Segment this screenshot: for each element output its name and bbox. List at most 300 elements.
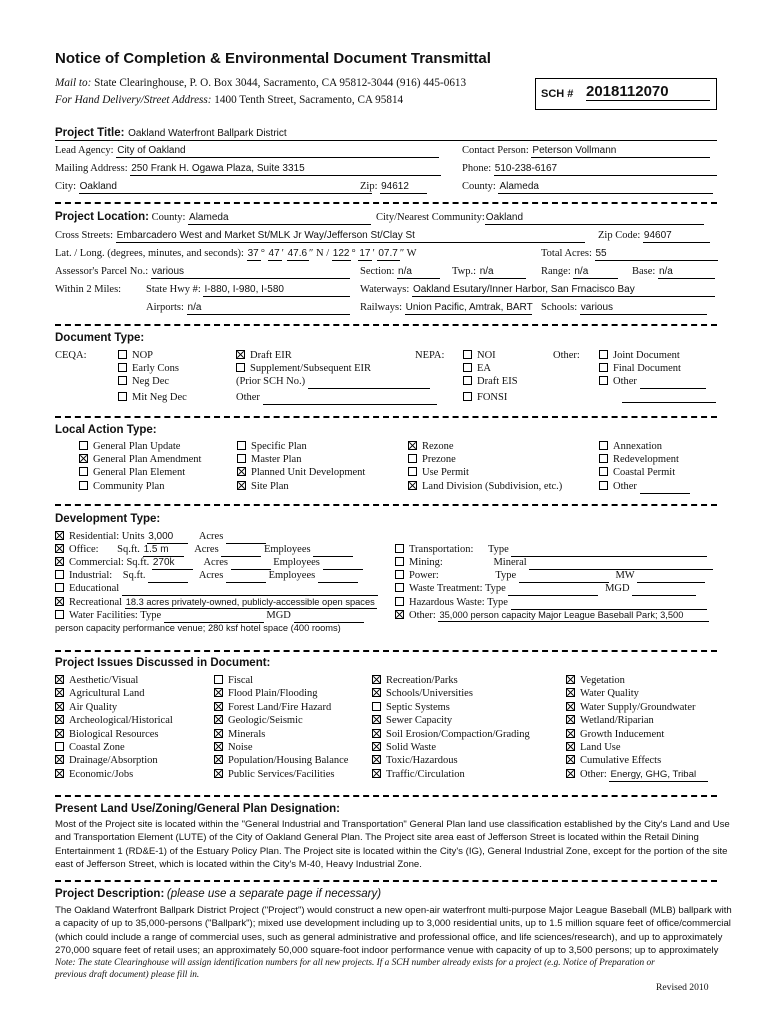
- waterways-value[interactable]: Oakland Esutary/Inner Harbor, San Frnacisco Bay: [412, 284, 715, 297]
- commercial-sqft-value[interactable]: 270k: [152, 557, 193, 570]
- checkbox[interactable]: [395, 544, 404, 553]
- dev-mining[interactable]: [395, 556, 713, 570]
- issue-label: Flood Plain/Flooding: [228, 688, 318, 700]
- base-value[interactable]: n/a: [658, 266, 715, 279]
- checkbox[interactable]: [214, 742, 223, 751]
- issue-item[interactable]: [372, 674, 458, 688]
- cb-draft-eis[interactable]: [463, 375, 518, 389]
- checkbox[interactable]: [237, 441, 246, 450]
- contact-value[interactable]: Peterson Vollmann: [531, 145, 710, 158]
- checkbox[interactable]: [372, 702, 381, 711]
- recreational-label: Recreational: [69, 597, 123, 608]
- issue-label: Archeological/Historical: [69, 715, 173, 727]
- mining-mineral-field[interactable]: [529, 558, 713, 570]
- issue-label: Air Quality: [69, 701, 118, 713]
- checkbox[interactable]: [408, 481, 417, 490]
- project-title-value[interactable]: Oakland Waterfront Ballpark District: [128, 128, 287, 139]
- checkbox[interactable]: [55, 531, 64, 540]
- cross-streets-value[interactable]: Embarcadero West and Market St/MLK Jr Way/Jefferson St/Clay St: [116, 230, 585, 243]
- local-action-item[interactable]: [79, 466, 185, 480]
- hand-delivery-line: [55, 94, 403, 106]
- issue-item[interactable]: [55, 687, 145, 701]
- power-mw-field[interactable]: [637, 571, 705, 583]
- educational-field[interactable]: [122, 584, 378, 596]
- checkbox[interactable]: [566, 742, 575, 751]
- airports-label: Airports:: [146, 302, 184, 313]
- checkbox[interactable]: [55, 769, 64, 778]
- schools-label: Schools:: [541, 302, 578, 313]
- local-action-label: Prezone: [422, 454, 456, 465]
- apn-value[interactable]: various: [151, 266, 350, 279]
- land-use-line: east of Jefferson Street, which is located within the City's M-40, Heavy Industrial Zone.: [55, 859, 422, 871]
- lat-min[interactable]: 47: [268, 248, 280, 259]
- county-label: County:: [462, 181, 496, 192]
- project-title-row: [55, 127, 289, 140]
- checkbox[interactable]: [566, 675, 575, 684]
- lead-agency-row: [55, 144, 439, 158]
- recreational-value[interactable]: 18.3 acres privately-owned, publicly-accessible open spaces: [125, 597, 375, 607]
- checkbox[interactable]: [408, 441, 417, 450]
- issue-item[interactable]: [55, 714, 173, 728]
- checkbox[interactable]: [55, 688, 64, 697]
- issue-item[interactable]: [566, 754, 661, 768]
- hazardous-label: Hazardous Waste:: [409, 597, 485, 608]
- cb-final-document[interactable]: [599, 362, 681, 376]
- cb-early-cons[interactable]: [118, 362, 179, 376]
- issue-item[interactable]: [372, 687, 473, 701]
- dev-other[interactable]: [395, 609, 709, 623]
- checkbox[interactable]: [214, 675, 223, 684]
- cb-doc-other[interactable]: [599, 375, 706, 389]
- nop-label: NOP: [132, 350, 154, 361]
- issue-item[interactable]: [214, 768, 334, 782]
- industrial-acres-label: Acres: [198, 570, 224, 581]
- issue-item[interactable]: [566, 768, 708, 782]
- checkbox[interactable]: [214, 702, 223, 711]
- ceqa-other-field[interactable]: [263, 393, 437, 405]
- phone-row: [462, 162, 717, 176]
- zip-row: [360, 180, 427, 194]
- issue-item[interactable]: [55, 701, 117, 715]
- final-document-label: Final Document: [613, 363, 681, 374]
- cb-joint-document[interactable]: [599, 349, 680, 363]
- transportation-type-field[interactable]: [511, 545, 707, 557]
- local-action-label: General Plan Amendment: [93, 454, 202, 465]
- checkbox[interactable]: [55, 610, 64, 619]
- twp-row: [452, 265, 526, 279]
- checkbox[interactable]: [463, 350, 472, 359]
- local-action-item[interactable]: [237, 440, 307, 454]
- prior-sch-row: [236, 375, 430, 389]
- airports-value[interactable]: n/a: [187, 302, 350, 315]
- checkbox[interactable]: [599, 467, 608, 476]
- checkbox[interactable]: [395, 557, 404, 566]
- checkbox[interactable]: [55, 557, 64, 566]
- dev-power[interactable]: [395, 569, 705, 583]
- checkbox[interactable]: [599, 481, 608, 490]
- checkbox[interactable]: [55, 715, 64, 724]
- section-label: Section:: [360, 266, 395, 277]
- local-other-field[interactable]: [640, 482, 690, 494]
- issue-item[interactable]: [214, 714, 303, 728]
- schools-row: [541, 301, 707, 315]
- checkbox[interactable]: [55, 675, 64, 684]
- checkbox[interactable]: [55, 570, 64, 579]
- latlong-label: Lat. / Long. (degrees, minutes, and seconds):: [55, 248, 244, 259]
- power-type-field[interactable]: [519, 571, 609, 583]
- supplement-eir-label: Supplement/Subsequent EIR: [250, 363, 372, 374]
- waste-mgd-label: MGD: [605, 583, 630, 594]
- checkbox[interactable]: [214, 729, 223, 738]
- checkbox[interactable]: [214, 688, 223, 697]
- water-type-field[interactable]: [164, 611, 264, 623]
- phone-value[interactable]: 510-238-6167: [494, 163, 717, 176]
- waste-mgd-field[interactable]: [632, 584, 696, 596]
- sch-number[interactable]: 2018112070: [586, 83, 710, 101]
- commercial-label: Commercial:: [69, 557, 124, 568]
- checkbox[interactable]: [237, 481, 246, 490]
- issue-item[interactable]: [214, 687, 318, 701]
- issue-label: Noise: [228, 742, 253, 753]
- description-text: [55, 904, 732, 958]
- local-action-label: Use Permit: [422, 467, 469, 478]
- water-mgd-label: MGD: [266, 610, 291, 621]
- local-action-label: General Plan Update: [93, 441, 181, 452]
- cb-fonsi[interactable]: [463, 391, 507, 405]
- lat-deg[interactable]: 37: [247, 248, 259, 259]
- hazardous-type-field[interactable]: [511, 598, 707, 610]
- mail-to-label: Mail to:: [55, 77, 92, 89]
- checkbox[interactable]: [55, 755, 64, 764]
- dev-recreational[interactable]: [55, 596, 377, 610]
- issue-item[interactable]: [566, 741, 621, 755]
- commercial-sqft-label: Sq.ft.: [126, 557, 150, 568]
- checkbox[interactable]: [214, 769, 223, 778]
- issue-label: Economic/Jobs: [69, 768, 134, 780]
- industrial-sqft-field[interactable]: [148, 571, 188, 583]
- local-action-item[interactable]: [408, 480, 562, 494]
- location-zip-label: Zip Code:: [598, 230, 641, 241]
- cb-neg-dec[interactable]: [118, 375, 169, 389]
- lat-sec[interactable]: 47.6: [287, 248, 308, 259]
- issue-item[interactable]: [55, 768, 133, 782]
- checkbox[interactable]: [599, 363, 608, 372]
- long-sec[interactable]: 07.7: [378, 248, 398, 259]
- location-zip-row: [598, 229, 710, 243]
- checkbox[interactable]: [408, 454, 417, 463]
- issue-item[interactable]: [214, 674, 253, 688]
- local-action-item[interactable]: [599, 440, 662, 454]
- mit-neg-dec-label: Mit Neg Dec: [132, 392, 187, 403]
- location-county-value[interactable]: Alameda: [188, 212, 371, 225]
- issue-item[interactable]: [566, 674, 625, 688]
- twp-label: Twp.:: [452, 266, 477, 277]
- cross-streets-row: [55, 229, 585, 243]
- ceqa-label: CEQA:: [55, 350, 87, 361]
- hwy-value[interactable]: I-880, I-980, I-580: [203, 284, 350, 297]
- industrial-employees-field[interactable]: [318, 571, 358, 583]
- within-2-miles-label: Within 2 Miles:: [55, 284, 122, 295]
- issue-item[interactable]: [566, 714, 654, 728]
- water-type-label: Type: [140, 610, 162, 621]
- issue-item[interactable]: [372, 714, 452, 728]
- doc-other-field[interactable]: [640, 377, 706, 389]
- issue-item[interactable]: [214, 701, 331, 715]
- mailing-row: [55, 162, 441, 176]
- checkbox[interactable]: [55, 729, 64, 738]
- base-row: [632, 265, 715, 279]
- checkbox[interactable]: [118, 392, 127, 401]
- project-title-label: Project Title:: [55, 127, 125, 139]
- checkbox[interactable]: [372, 675, 381, 684]
- local-action-item[interactable]: [237, 480, 289, 494]
- long-deg[interactable]: 122: [332, 248, 350, 259]
- issue-label: Public Services/Facilities: [228, 768, 335, 780]
- checkbox[interactable]: [372, 742, 381, 751]
- dev-other-value[interactable]: 35,000 person capacity Major League Baseball Park; 3,500: [438, 609, 709, 622]
- checkbox[interactable]: [395, 597, 404, 606]
- lead-agency-value[interactable]: City of Oakland: [116, 145, 439, 158]
- county-value[interactable]: Alameda: [498, 181, 713, 194]
- checkbox[interactable]: [599, 441, 608, 450]
- issue-item[interactable]: [55, 728, 159, 742]
- neg-dec-label: Neg Dec: [132, 376, 170, 387]
- waterways-row: [360, 283, 715, 297]
- office-sqft-value[interactable]: 1.5 m: [143, 544, 184, 557]
- waste-type-label: Type: [484, 583, 506, 594]
- fonsi-label: FONSI: [477, 392, 508, 403]
- checkbox[interactable]: [463, 392, 472, 401]
- checkbox[interactable]: [237, 454, 246, 463]
- dev-office[interactable]: [55, 543, 353, 557]
- issue-label: Growth Inducement: [580, 728, 665, 740]
- checkbox[interactable]: [599, 350, 608, 359]
- apn-row: [55, 265, 350, 279]
- description-line: a capacity of up to 35,000-persons ("Ballpark"); mixed use development including up to 3,000 residential units, up to 1.5 million square feet of office/commercial: [55, 918, 731, 930]
- checkbox[interactable]: [55, 583, 64, 592]
- hwy-label: State Hwy #:: [146, 284, 201, 295]
- issue-item[interactable]: [55, 674, 138, 688]
- range-row: [541, 265, 618, 279]
- location-zip-value[interactable]: 94607: [643, 230, 710, 243]
- mail-to-address: State Clearinghouse, P. O. Box 3044, Sacramento, CA 95812-3044 (916) 445-0613: [94, 77, 467, 89]
- checkbox[interactable]: [55, 597, 64, 606]
- issue-label: Drainage/Absorption: [69, 755, 158, 767]
- checkbox[interactable]: [463, 376, 472, 385]
- local-action-label: Master Plan: [251, 454, 302, 465]
- dev-hazardous[interactable]: [395, 596, 707, 610]
- checkbox[interactable]: [599, 376, 608, 385]
- checkbox[interactable]: [566, 755, 575, 764]
- checkbox[interactable]: [599, 454, 608, 463]
- checkbox[interactable]: [237, 467, 246, 476]
- checkbox[interactable]: [395, 610, 404, 619]
- local-action-item[interactable]: [408, 440, 454, 454]
- issue-other-value[interactable]: Energy, GHG, Tribal: [609, 769, 708, 782]
- sch-box: [535, 78, 717, 110]
- hazardous-type-label: Type: [487, 597, 508, 608]
- cb-supplement-eir[interactable]: [236, 362, 371, 376]
- checkbox[interactable]: [408, 467, 417, 476]
- dev-educational[interactable]: [55, 582, 378, 596]
- industrial-acres-field[interactable]: [226, 571, 266, 583]
- issue-label: Recreation/Parks: [386, 675, 458, 686]
- cb-draft-eir[interactable]: [236, 349, 292, 363]
- local-action-item[interactable]: [237, 453, 301, 467]
- checkbox[interactable]: [79, 467, 88, 476]
- issue-label: Minerals: [228, 728, 266, 740]
- issue-item[interactable]: [214, 741, 253, 755]
- issue-item[interactable]: [372, 701, 450, 715]
- issue-item[interactable]: [372, 768, 465, 782]
- nepa-label: NEPA:: [415, 350, 445, 361]
- local-action-label: Specific Plan: [251, 441, 307, 452]
- railways-value[interactable]: Union Pacific, Amtrak, BART: [405, 302, 533, 313]
- mining-mineral-label: Mineral: [493, 557, 527, 568]
- acres-value[interactable]: 55: [595, 248, 718, 261]
- dev-industrial[interactable]: [55, 569, 358, 583]
- checkbox[interactable]: [118, 376, 127, 385]
- checkbox[interactable]: [566, 715, 575, 724]
- dev-water[interactable]: [55, 609, 364, 623]
- local-action-item[interactable]: [408, 453, 456, 467]
- dev-commercial[interactable]: [55, 556, 363, 570]
- land-use-label: Present Land Use/Zoning/General Plan Designation:: [55, 803, 340, 815]
- hwy-row: [146, 283, 350, 297]
- cb-mit-neg-dec[interactable]: [118, 391, 187, 405]
- checkbox[interactable]: [566, 769, 575, 778]
- draft-eis-label: Draft EIS: [477, 376, 518, 387]
- waste-type-field[interactable]: [508, 584, 598, 596]
- issue-item[interactable]: [55, 741, 125, 755]
- dev-overflow-text[interactable]: person capacity performance venue; 280 ksf hotel space (400 rooms): [55, 623, 341, 633]
- ceqa-other-row: [236, 391, 437, 405]
- issue-label: Sewer Capacity: [386, 715, 453, 727]
- checkbox[interactable]: [79, 454, 88, 463]
- industrial-label: Industrial:: [69, 570, 113, 581]
- issue-label: Geologic/Seismic: [228, 715, 303, 727]
- issue-item[interactable]: [566, 701, 696, 715]
- issue-label: Biological Resources: [69, 728, 159, 740]
- city-label: City:: [55, 181, 77, 192]
- range-label: Range:: [541, 266, 571, 277]
- units-value[interactable]: 3,000: [147, 531, 188, 544]
- issue-label: Cumulative Effects: [580, 755, 662, 767]
- issue-item[interactable]: [566, 687, 639, 701]
- checkbox[interactable]: [566, 688, 575, 697]
- checkbox[interactable]: [214, 755, 223, 764]
- checkbox[interactable]: [566, 702, 575, 711]
- zip-value[interactable]: 94612: [380, 181, 427, 194]
- form-title: Notice of Completion & Environmental Document Transmittal: [55, 50, 491, 67]
- checkbox[interactable]: [79, 481, 88, 490]
- cb-nop[interactable]: [118, 349, 153, 363]
- local-action-item[interactable]: [79, 440, 180, 454]
- checkbox[interactable]: [55, 742, 64, 751]
- issue-label: Vegetation: [580, 675, 625, 686]
- issue-item[interactable]: [566, 728, 664, 742]
- power-type-label: Type: [495, 570, 517, 581]
- range-value[interactable]: n/a: [573, 266, 618, 279]
- checkbox[interactable]: [372, 755, 381, 764]
- local-action-item[interactable]: [79, 453, 201, 467]
- prior-sch-field[interactable]: [308, 377, 430, 389]
- long-dir: W: [406, 248, 417, 259]
- checkbox[interactable]: [55, 544, 64, 553]
- issue-item[interactable]: [55, 754, 158, 768]
- twp-value[interactable]: n/a: [479, 266, 526, 279]
- location-row: [55, 211, 371, 225]
- mailing-value[interactable]: 250 Frank H. Ogawa Plaza, Suite 3315: [130, 163, 441, 176]
- local-action-label: Redevelopment: [613, 454, 679, 465]
- issue-item[interactable]: [372, 754, 458, 768]
- checkbox[interactable]: [214, 715, 223, 724]
- checkbox[interactable]: [118, 363, 127, 372]
- checkbox[interactable]: [118, 350, 127, 359]
- waste-label: Waste Treatment:: [409, 583, 483, 594]
- local-action-item[interactable]: [237, 466, 365, 480]
- local-action-item[interactable]: [599, 466, 675, 480]
- dev-waste[interactable]: [395, 582, 696, 596]
- cb-ea[interactable]: [463, 362, 491, 376]
- checkbox[interactable]: [463, 363, 472, 372]
- power-mw-label: MW: [615, 570, 635, 581]
- checkbox[interactable]: [395, 570, 404, 579]
- dev-residential[interactable]: [55, 530, 266, 544]
- checkbox[interactable]: [372, 715, 381, 724]
- power-label: Power:: [409, 570, 439, 581]
- dev-transportation[interactable]: [395, 543, 707, 557]
- checkbox[interactable]: [566, 729, 575, 738]
- issue-label: Solid Waste: [386, 742, 437, 753]
- local-action-label: Rezone: [422, 441, 454, 452]
- issue-item[interactable]: [214, 728, 265, 742]
- checkbox[interactable]: [372, 688, 381, 697]
- checkbox[interactable]: [236, 350, 245, 359]
- community-value[interactable]: Oakland: [485, 212, 704, 225]
- local-action-item[interactable]: [599, 453, 679, 467]
- description-note: (please use a separate page if necessary): [166, 888, 382, 900]
- office-label: Office:: [69, 544, 99, 555]
- checkbox[interactable]: [79, 441, 88, 450]
- ea-label: EA: [477, 363, 491, 374]
- commercial-employees-label: Employees: [273, 557, 320, 568]
- contact-label: Contact Person:: [462, 145, 529, 156]
- local-action-item[interactable]: [79, 480, 164, 494]
- local-action-item[interactable]: [599, 480, 690, 494]
- issue-item[interactable]: [214, 754, 348, 768]
- checkbox[interactable]: [372, 729, 381, 738]
- issue-item[interactable]: [372, 741, 436, 755]
- issue-label: Toxic/Hazardous: [386, 755, 458, 767]
- industrial-sqft-label: Sq.ft.: [122, 570, 146, 581]
- cb-noi[interactable]: [463, 349, 496, 363]
- issue-item[interactable]: [372, 728, 530, 742]
- checkbox[interactable]: [395, 583, 404, 592]
- checkbox[interactable]: [55, 702, 64, 711]
- railways-row: [360, 301, 532, 315]
- section-value[interactable]: n/a: [397, 266, 440, 279]
- checkbox[interactable]: [236, 363, 245, 372]
- local-action-item[interactable]: [408, 466, 469, 480]
- contact-row: [462, 144, 710, 158]
- city-value[interactable]: Oakland: [79, 181, 372, 194]
- checkbox[interactable]: [372, 769, 381, 778]
- long-min[interactable]: 17: [359, 248, 371, 259]
- hand-delivery-label: For Hand Delivery/Street Address:: [55, 94, 212, 106]
- water-mgd-field[interactable]: [294, 611, 364, 623]
- schools-value[interactable]: various: [580, 302, 707, 315]
